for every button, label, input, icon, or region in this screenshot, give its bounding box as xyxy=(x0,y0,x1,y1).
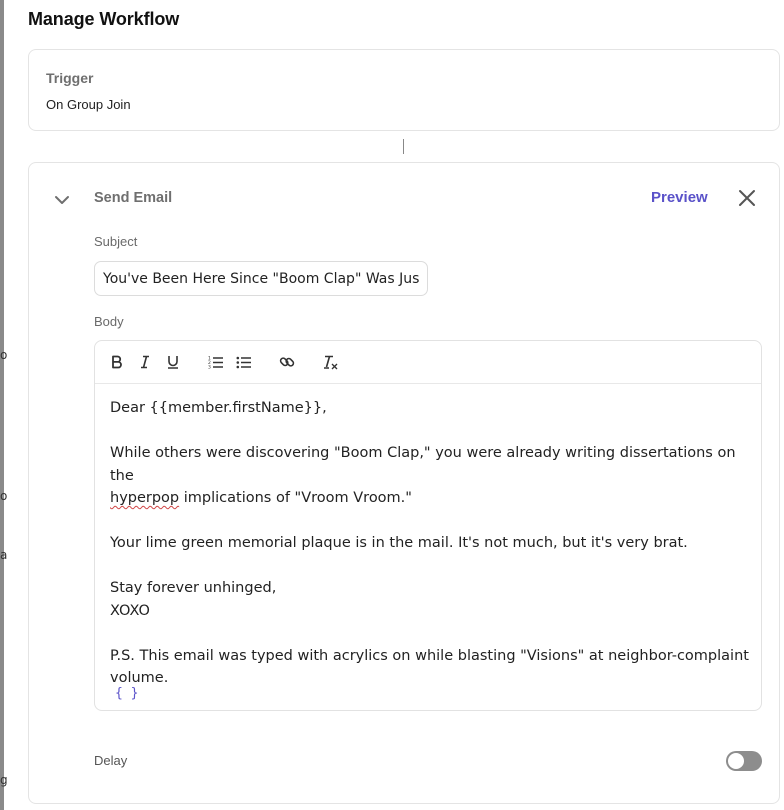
clear-format-icon[interactable] xyxy=(320,352,340,372)
bold-icon[interactable] xyxy=(107,352,127,372)
body-paragraph: Your lime green memorial plaque is in the mail. It's not much, but it's very brat. xyxy=(110,535,688,551)
edge-text-fragment: g xyxy=(0,773,8,787)
body-postscript: P.S. This email was typed with acrylics on while blasting "Visions" at neighbor-complaint volume. xyxy=(110,647,749,686)
body-editor[interactable] xyxy=(94,340,762,711)
link-icon[interactable] xyxy=(277,352,297,372)
send-email-step-card xyxy=(28,162,780,804)
preview-button[interactable]: Preview xyxy=(651,189,708,206)
body-label: Body xyxy=(94,314,124,329)
edge-text-fragment: o xyxy=(0,348,8,362)
subject-input[interactable] xyxy=(94,261,428,296)
body-paragraph xyxy=(110,442,755,510)
svg-text:2: 2 xyxy=(208,361,211,366)
body-paragraph-text: While others were discovering "Boom Clap," you were already writing dissertations on the xyxy=(110,445,736,484)
bullet-list-icon[interactable] xyxy=(234,352,254,372)
trigger-value: On Group Join xyxy=(46,97,131,112)
body-greeting: Dear {{member.firstName}}, xyxy=(110,400,327,416)
editor-toolbar xyxy=(95,341,761,384)
ordered-list-icon[interactable] xyxy=(206,352,226,372)
svg-text:3: 3 xyxy=(208,365,211,369)
edge-text-fragment: o xyxy=(0,489,8,503)
page-title: Manage Workflow xyxy=(28,9,180,29)
body-paragraph-text: implications of "Vroom Vroom." xyxy=(179,490,412,506)
close-icon[interactable] xyxy=(737,188,757,208)
body-signoff: Stay forever unhinged, xyxy=(110,580,277,596)
spellcheck-word: hyperpop xyxy=(110,490,180,506)
toggle-knob xyxy=(728,753,744,769)
body-signature: XOXO xyxy=(110,602,150,619)
insert-variable-button[interactable]: { } xyxy=(115,686,139,701)
svg-text:1: 1 xyxy=(208,356,211,362)
trigger-card[interactable] xyxy=(28,49,780,131)
trigger-label: Trigger xyxy=(46,70,94,86)
subject-label: Subject xyxy=(94,234,138,249)
background-panel-edge xyxy=(0,0,8,810)
step-title: Send Email xyxy=(94,190,173,206)
delay-label: Delay xyxy=(94,753,128,768)
edge-text-fragment: a xyxy=(0,548,8,562)
step-connector xyxy=(403,139,404,154)
delay-toggle[interactable] xyxy=(726,751,762,771)
underline-icon[interactable] xyxy=(163,352,183,372)
chevron-down-icon[interactable] xyxy=(53,191,71,209)
italic-icon[interactable] xyxy=(135,352,155,372)
email-body-content[interactable] xyxy=(110,397,755,690)
